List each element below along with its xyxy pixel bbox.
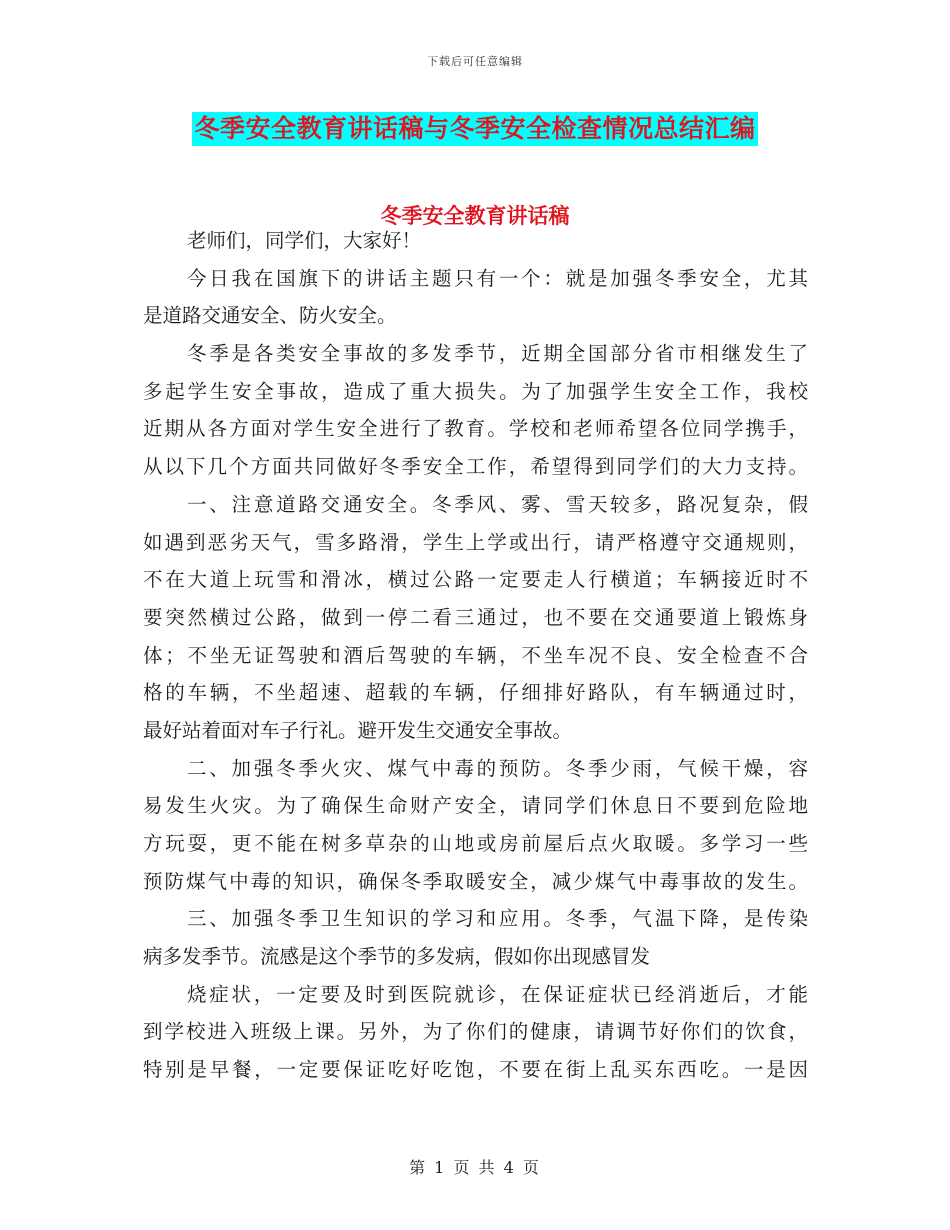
- paragraph-line: 最好站着面对车子行礼。避开发生交通安全事故。: [143, 718, 573, 742]
- paragraph-line: 二、加强冬季火灾、煤气中毒的预防。冬季少雨，气候干燥，容: [187, 756, 808, 780]
- paragraph-line: 烧症状，一定要及时到医院就诊，在保证症状已经消逝后，才能: [187, 982, 808, 1006]
- paragraph-line: 体；不坐无证驾驶和酒后驾驶的车辆，不坐车况不良、安全检查不合: [143, 643, 808, 667]
- paragraph-line: 预防煤气中毒的知识，确保冬季取暖安全，减少煤气中毒事故的发生。: [143, 869, 808, 893]
- paragraph-line: 近期从各方面对学生安全进行了教育。学校和老师希望各位同学携手，: [143, 417, 808, 441]
- paragraph-line: 一、注意道路交通安全。冬季风、雾、雪天较多，路况复杂，假: [187, 492, 808, 516]
- paragraph-line: 方玩耍，更不能在树多草杂的山地或房前屋后点火取暖。多学习一些: [143, 832, 808, 855]
- paragraph-line: 三、加强冬季卫生知识的学习和应用。冬季，气温下降，是传染: [187, 907, 808, 931]
- main-title-container: [0, 112, 950, 146]
- paragraph-line: 老师们，同学们，大家好！: [187, 229, 422, 252]
- paragraph-line: 是道路交通安全、防火安全。: [143, 304, 397, 328]
- paragraph-line: 今日我在国旗下的讲话主题只有一个：就是加强冬季安全，尤其: [187, 266, 808, 290]
- paragraph-line: 易发生火灾。为了确保生命财产安全，请同学们休息日不要到危险地: [143, 794, 808, 818]
- paragraph-line: 病多发季节。流感是这个季节的多发病，假如你出现感冒发: [143, 945, 651, 969]
- paragraph-line: 多起学生安全事故，造成了重大损失。为了加强学生安全工作，我校: [143, 379, 808, 403]
- section-title: 冬季安全教育讲话稿: [380, 204, 570, 228]
- body-text: [143, 222, 808, 1089]
- paragraph-line: 冬季是各类安全事故的多发季节，近期全国部分省市相继发生了: [187, 342, 808, 366]
- paragraph-line: 特别是早餐，一定要保证吃好吃饱，不要在街上乱买东西吃。一是因: [143, 1058, 808, 1082]
- paragraph-line: 从以下几个方面共同做好冬季安全工作，希望得到同学们的大力支持。: [143, 455, 808, 479]
- paragraph-line: 要突然横过公路，做到一停二看三通过，也不要在交通要道上锻炼身: [143, 605, 808, 629]
- page-header: 下载后可任意编辑: [427, 55, 523, 68]
- paragraph-line: 到学校进入班级上课。另外，为了你们的健康，请调节好你们的饮食，: [143, 1020, 808, 1044]
- paragraph-line: 格的车辆，不坐超速、超载的车辆，仔细排好路队，有车辆通过时，: [143, 681, 808, 705]
- paragraph-line: 如遇到恶劣天气，雪多路滑，学生上学或出行，请严格遵守交通规则，: [143, 530, 808, 554]
- page-footer: 第 1 页 共 4 页: [409, 1158, 541, 1177]
- main-title: 冬季安全教育讲话稿与冬季安全检查情况总结汇编: [192, 112, 757, 146]
- paragraph-line: 不在大道上玩雪和滑冰，横过公路一定要走人行横道；车辆接近时不: [143, 568, 808, 592]
